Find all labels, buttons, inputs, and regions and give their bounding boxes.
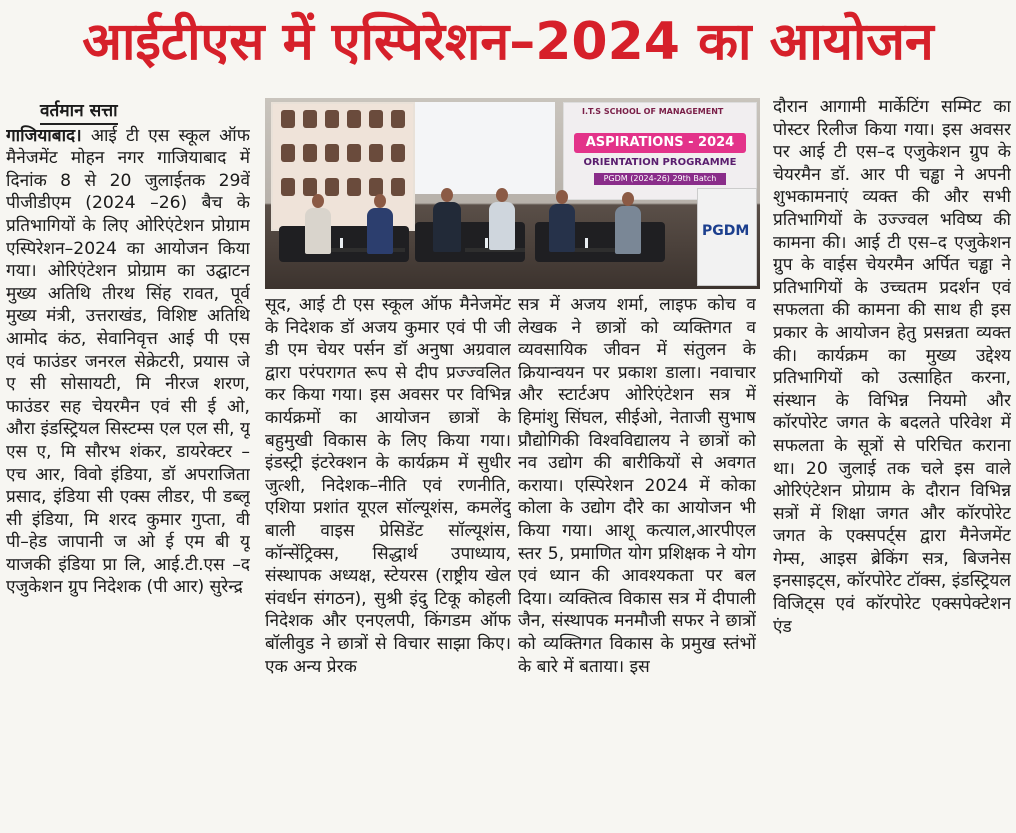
- column-1-text: आई टी एस स्कूल ऑफ मैनेजमेंट मोहन नगर गाजियाबाद में दिनांक 8 से 20 जुलाईतक 29वें पीजीडीएम (2024 –26) बैच के प्रतिभागियों के लिए ओरिएंटेशन प्रोग्राम एस्पिरेशन–2024 का आयोजन किया गया। ओरिएंटेशन प्रोग्राम का उद्घाटन मुख्य अतिथि तीरथ सिंह रावत, पूर्व मुख्य मंत्री, उत्तराखंड, विशिष्ट अतिथि आमोद कंठ, सेवानिवृत्त आई पी एस एवं फाउंडर जनरल सेक्रेटरी, प्रयास जे ए सी सोसायटी, मि नीरज शरण, फाउंडर सह चेयरमैन एवं सी ई ओ, औरा इंडस्ट्रियल सिस्टम्स एल एल सी, यू एस ए, मि सौरभ शंकर, डायरेक्टर – एच आर, विवो इंडिया, डॉ अपराजिता प्रसाद, इंडिया सी एक्स लीडर, पी डब्लू सी इंडिया, मि शरद कुमार गुप्ता, वी पी–हेड जापानी ज ओ ई एम बी यू याजकी इंडिया प्रा लि, आई.टी.एस –द एजुकेशन ग्रुप निदेशक (पी आर) सुरेन्द्र: [6, 125, 250, 598]
- article-column-3: [518, 294, 756, 833]
- dateline-place: गाजियाबाद।: [6, 125, 82, 146]
- banner-batch: PGDM (2024-26) 29th Batch: [594, 173, 726, 185]
- column-3-text: सत्र में अजय शर्मा, लाइफ कोच व लेखक ने छात्रों को व्यक्तिगत व व्यवसायिक जीवन में संतुलन के क्रियान्वयन पर प्रकाश डाला। नवाचार और स्टार्टअप ओरिएंटेशन सत्र में हिमांशु सिंघल, सीईओ, नेताजी सुभाष प्रौद्योगिकी विश्वविद्यालय ने छात्रों को नव उद्योग की बारीकियों से अवगत कराया। एस्पिरेशन 2024 में कोका कोला के उद्योग दौरे का आयोजन भी किया गया। आशू कत्याल,आरपीएल स्तर 5, प्रमाणित योग प्रशिक्षक ने योग एवं ध्यान की आवश्यकता पर बल दिया। व्यक्तित्व विकास सत्र में दीपाली जैन, संस्थापक मनमौजी सफर ने छात्रों को व्यक्तिगत विकास के प्रमुख स्तंभों के बारे में बताया। इस: [518, 295, 756, 677]
- headline: आईटीएस में एस्पिरेशन–2024 का आयोजन: [82, 12, 934, 72]
- banner-school: I.T.S SCHOOL OF MANAGEMENT: [582, 107, 724, 116]
- table-left: [325, 248, 405, 252]
- standee-text: PGDM: [702, 223, 750, 239]
- person-3: [433, 202, 461, 252]
- event-banner: [563, 102, 757, 200]
- column-4-text: दौरान आगामी मार्केटिंग सम्मिट का पोस्टर रिलीज किया गया। इस अवसर पर आई टी एस–द एजुकेशन ग्रुप के चेयरमैन डॉ. आर पी चड्ढा ने अपनी शुभकामनाएं व्यक्त की और सभी प्रतिभागियों के उज्ज्वल भविष्य की कामना की। आई टी एस–द एजुकेशन ग्रुप के वाईस चेयरमैन अर्पित चड्ढा ने प्रतिभागियों के उच्चतम प्रदर्शन एवं सफलता की कामना की साथ ही इस प्रकार के आयोजन हेतु प्रसन्नता व्यक्त की। कार्यक्रम का मुख्य उद्देश्य प्रतिभागियों को उत्साहित करना, संस्थान के विभिन्न नियमो और कॉरपोरेट जगत के बदलते परिवेश में सफलता के सूत्रों से परिचित कराना था। 20 जुलाई तक चले इस वाले ओरिएंटेशन प्रोग्राम के दौरान विभिन्न सत्रों में शिक्षा जगत और कॉरपोरेट जगत के एक्सपर्ट्स द्वारा मैनेजमेंट गेम्स, आइस ब्रेकिंग सत्र, बिजनेस इनसाइट्स, कॉरपोरेट टॉक्स, इंडस्ट्रियल विजिट्स एवं कॉरपोरेट एक्सपेक्टेशन एंड: [773, 97, 1011, 637]
- event-photo: [265, 98, 760, 289]
- banner-subtitle: ORIENTATION PROGRAMME: [583, 157, 737, 168]
- speakers-poster: [271, 102, 415, 231]
- dateline-source: वर्तमान सत्ता: [6, 100, 250, 125]
- article-column-1: [6, 100, 250, 833]
- person-1: [305, 208, 331, 254]
- person-5: [549, 204, 575, 252]
- article-column-2: [265, 294, 511, 833]
- article-column-4: [773, 96, 1011, 833]
- standee: [697, 188, 757, 286]
- person-2: [367, 208, 393, 254]
- person-6: [615, 206, 641, 254]
- person-4: [489, 202, 515, 250]
- projector-screen: [415, 102, 555, 194]
- banner-title: ASPIRATIONS - 2024: [574, 133, 746, 153]
- column-2-text: सूद, आई टी एस स्कूल ऑफ मैनेजमेंट के निदेशक डॉ अजय कुमार एवं पी जी डी एम चेयर पर्सन डॉ अनुषा अग्रवाल द्वारा परंपरागत रूप से दीप प्रज्ज्वलित कर किया गया। इस अवसर पर विभिन्न कार्यक्रमों का आयोजन छात्रों के बहुमुखी विकास के लिए किया गया। इंडस्ट्री इंटरेक्शन के कार्यक्रम में सुधीर जुत्शी, निदेशक–नीति एवं रणनीति, एशिया प्रशांत यूएल सॉल्यूशंस, कमलेंदु बाली वाइस प्रेसिडेंट सॉल्यूशंस, कॉन्सेंट्रिक्स, सिद्धार्थ उपाध्याय, संस्थापक अध्यक्ष, स्टेयरस (राष्ट्रीय खेल संवर्धन संगठन), सुश्री इंदु टिकू कोहली निदेशक और एनएलपी, किंगडम ऑफ बॉलीवुड ने छात्रों से विचार साझा किए। एक अन्य प्रेरक: [265, 295, 511, 677]
